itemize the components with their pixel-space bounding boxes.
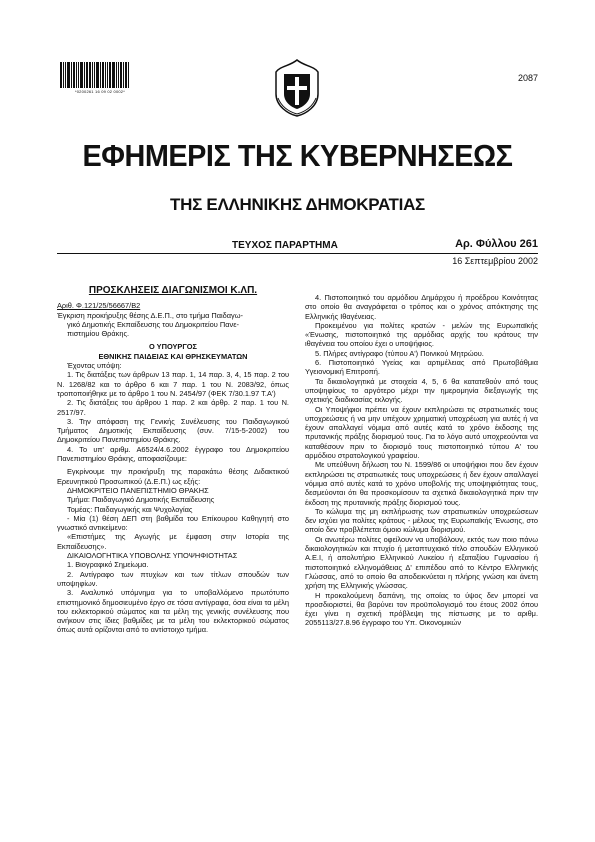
minister-heading: Ο ΥΠΟΥΡΓΟΣ (149, 342, 197, 352)
paragraph: Εγκρίνουμε την προκήρυξη της παρακάτω θέσης Διδακτικού Ερευνητικού Προσωπικού (Δ.Ε.Π.) ως εξής: (57, 467, 289, 486)
paragraph: 3. Αναλυτικό υπόμνημα για το υποβαλλόμενο πρωτότυπο επιστημονικό δημοσιευμένο έργο σε τόσα αντίγραφα, όσα είναι τα μέλη του εκλεκτορικού σώματος και τα μέλη της γενικής συνέλευσης που ανήκουν στις ίδιες βαθμίδες με τα μέλη του εκλεκτορικού σώματος όπως αυτά ορίζονται από το αντίστοιχο τμήμα. (57, 588, 289, 635)
paragraph: Προκειμένου για πολίτες κρατών - μελών της Ευρωπαϊκής «Ένωσης, πιστοποιητικό της αρμόδιας αρχής του κράτους την ιθαγένεια του οποίου έχει ο υποψήφιος. (305, 320, 538, 349)
paragraph: Τα δικαιολογητικά με στοιχεία 4, 5, 6 θα κατατεθούν από τους υποψηφίους το αργότερο μέχρι την ημερομηνία διεξαγωγής της σχετικής διαδικασίας εκλογής. (305, 376, 538, 405)
section-title: ΠΡΟΣΚΛΗΣΕΙΣ ΔΙΑΓΩΝΙΣΜΟΙ Κ.ΛΠ. (88, 285, 258, 296)
barcode-label: *0200261 16 09 02 0002* (75, 89, 125, 94)
decision-subject-line: πιστημίου Θράκης. (67, 329, 130, 339)
decision-reference: Αριθ. Φ.121/25/56667/Β2 (57, 301, 141, 311)
issue-date: 16 Σεπτεμβρίου 2002 (452, 256, 538, 266)
page-number: 2087 (517, 73, 538, 83)
paragraph: Το κώλυμα της μη εκπλήρωσης των στρατιωτικών υποχρεώσεων δεν ισχύει για πολίτες κράτους - μέλους της Ευρωπαϊκής Ένωσης, στο οποίο δεν προβλέπεται όμοιο κώλυμα διορισμού. (305, 506, 538, 535)
paragraph: Έχοντας υπόψη: (67, 361, 122, 371)
paragraph: Οι Υποψήφιοι πρέπει να έχουν εκπληρώσει τις στρατιωτικές τους υποχρεώσεις ή να μην υπέχουν χρηματική υποχρέωση για αυτές ή να έχουν απαλλαγεί νόμιμα από αυτές κατά το χρόνο έκδοσης της πρυτανικής πράξης διορισμού τους. Για το λόγο αυτό υποχρεούνται να καταθέσουν πριν το διορισμό τους πιστοποιητικό τύπου Α' του αρμόδιου στρατολογικού γραφείου. (305, 404, 538, 461)
paragraph: - Μία (1) θέση ΔΕΠ στη βαθμίδα του Επίκουρου Καθηγητή στο γνωστικό αντικείμενο: (57, 513, 289, 533)
left-column (57, 286, 289, 635)
divider (57, 253, 538, 254)
coat-of-arms-icon (272, 58, 322, 118)
paragraph: ΔΗΜΟΚΡΙΤΕΙΟ ΠΑΝΕΠΙΣΤΗΜΙΟ ΘΡΑΚΗΣ (67, 485, 209, 495)
paragraph: 2. Τις διατάξεις του άρθρου 1 παρ. 2 και άρθρ. 2 παρ. 1 του Ν. 2517/97. (57, 398, 289, 417)
paragraph: ΔΙΚΑΙΟΛΟΓΗΤΙΚΑ ΥΠΟΒΟΛΗΣ ΥΠΟΨΗΦΙΟΤΗΤΑΣ (67, 551, 238, 561)
paragraph: Οι ανωτέρω πολίτες οφείλουν να υποβάλουν, εκτός των ποιο πάνω δικαιολογητικών και πτυχίο ή μεταπτυχιακό τίτλο σπουδών Ελληνικού Α.Ε.Ι, ή απολυτήριο Ελληνικού Λυκείου ή εξαταξίου Γυμνασίου ή πιστοποιητικό ελληνομάθειας Δ' επιπέδου από το Κέντρο Ελληνικής Γλώσσας, από το οποίο θα αποδεικνύεται η πλήρης γνώση και άνετη χρήση της Ελληνικής γλώσσας. (305, 534, 538, 591)
paragraph: 1. Βιογραφικό Σημείωμα. (67, 560, 149, 570)
paragraph: 6. Πιστοποιητικό Υγείας και αρτιμέλειας από Πρωτοβάθμια Υγειονομική Επιτροπή. (305, 358, 538, 377)
decision-subject-line: Έγκριση προκήρυξης θέσης Δ.Ε.Π., στο τμήμα Παιδαγω- (57, 310, 243, 320)
paragraph: Τομέας: Παιδαγωγικής και Ψυχολογίας (67, 504, 193, 514)
paragraph: 1. Τις διατάξεις των άρθρων 13 παρ. 1, 14 παρ. 3, 4, 15 παρ. 2 του Ν. 1268/82 και το άρθρο 6 και 7 παρ. 1 του Ν. 2083/92, όπως τροποποιήθηκε με το άρθρο 1 του Ν. 2454/97 (ΦΕΚ 7/30.1.97 Τ.Α') (57, 370, 289, 398)
right-column (305, 293, 538, 628)
ministry-heading: ΕΘΝΙΚΗΣ ΠΑΙΔΕΙΑΣ ΚΑΙ ΘΡΗΣΚΕΥΜΑΤΩΝ (98, 351, 248, 361)
barcode (60, 62, 140, 88)
gazette-title: ΕΦΗΜΕΡΙΣ ΤΗΣ ΚΥΒΕΡΝΗΣΕΩΣ (82, 138, 513, 173)
paragraph: Με υπεύθυνη δήλωση του Ν. 1599/86 οι υποψήφιοι που δεν έχουν εκπληρώσει τις στρατιωτικές τους υποχρεώσεις ή δεν έχουν απαλλαγεί νόμιμα από αυτές κατά το χρόνο υποβολής της υποψηφιότητας τους, δεσμεύονται ότι θα προσκομίσουν τα σχετικά δικαιολογητικά πριν την έκδοση της πρυτανικής πράξης διορισμού τους. (305, 460, 538, 507)
paragraph: 4. Το υπ' αριθμ. Α6524/4.6.2002 έγγραφο του Δημοκριτείου Πανεπιστημίου Θράκης, αποφασίζουμε: (57, 444, 289, 464)
paragraph: Η προκαλούμενη δαπάνη, της οποίας το ύψος δεν μπορεί να προσδιοριστεί, θα βαρύνει τον προϋπολογισμό του έτους 2002 όπου έχει γίνει η σχετική πρόβλεψη της πίστωσης με το αριθμ. 2055113/27.8.96 έγγραφο του Υπ. Οικονομικών (305, 590, 538, 628)
paragraph: 2. Αντίγραφο των πτυχίων και των τίτλων σπουδών των υποψηφίων. (57, 569, 289, 588)
gazette-subtitle: ΤΗΣ ΕΛΛΗΝΙΚΗΣ ΔΗΜΟΚΡΑΤΙΑΣ (170, 195, 425, 214)
paragraph: 5. Πλήρες αντίγραφο (τύπου Α') Ποινικού Μητρώου. (315, 348, 484, 358)
issue-type: ΤΕΥΧΟΣ ΠΑΡΑΡΤΗΜΑ (232, 240, 338, 251)
decision-subject-line: γικό Δημοτικής Εκπαίδευσης του Δημοκριτείου Πανε- (67, 319, 239, 329)
paragraph: «Επιστήμες της Αγωγής με έμφαση στην Ιστορία της Εκπαίδευσης». (57, 532, 289, 551)
paragraph: 3. Την απόφαση της Γενικής Συνέλευσης του Παιδαγωγικού Τμήματος Δημοτικής Εκπαίδευσης (συν. 7/15-5-2002) του Δημοκριτείου Πανεπιστημίου Θράκης. (57, 416, 289, 445)
sheet-number: Αρ. Φύλλου 261 (455, 238, 538, 250)
paragraph: 4. Πιστοποιητικό του αρμόδιου Δημάρχου ή προέδρου Κοινότητας στο οποίο θα αναγράφεται ο τρόπος και ο χρόνος απόκτησης της Ελληνικής Ιθαγένειας. (305, 293, 538, 321)
paragraph: Τμήμα: Παιδαγωγικό Δημοτικής Εκπαίδευσης (67, 495, 215, 505)
